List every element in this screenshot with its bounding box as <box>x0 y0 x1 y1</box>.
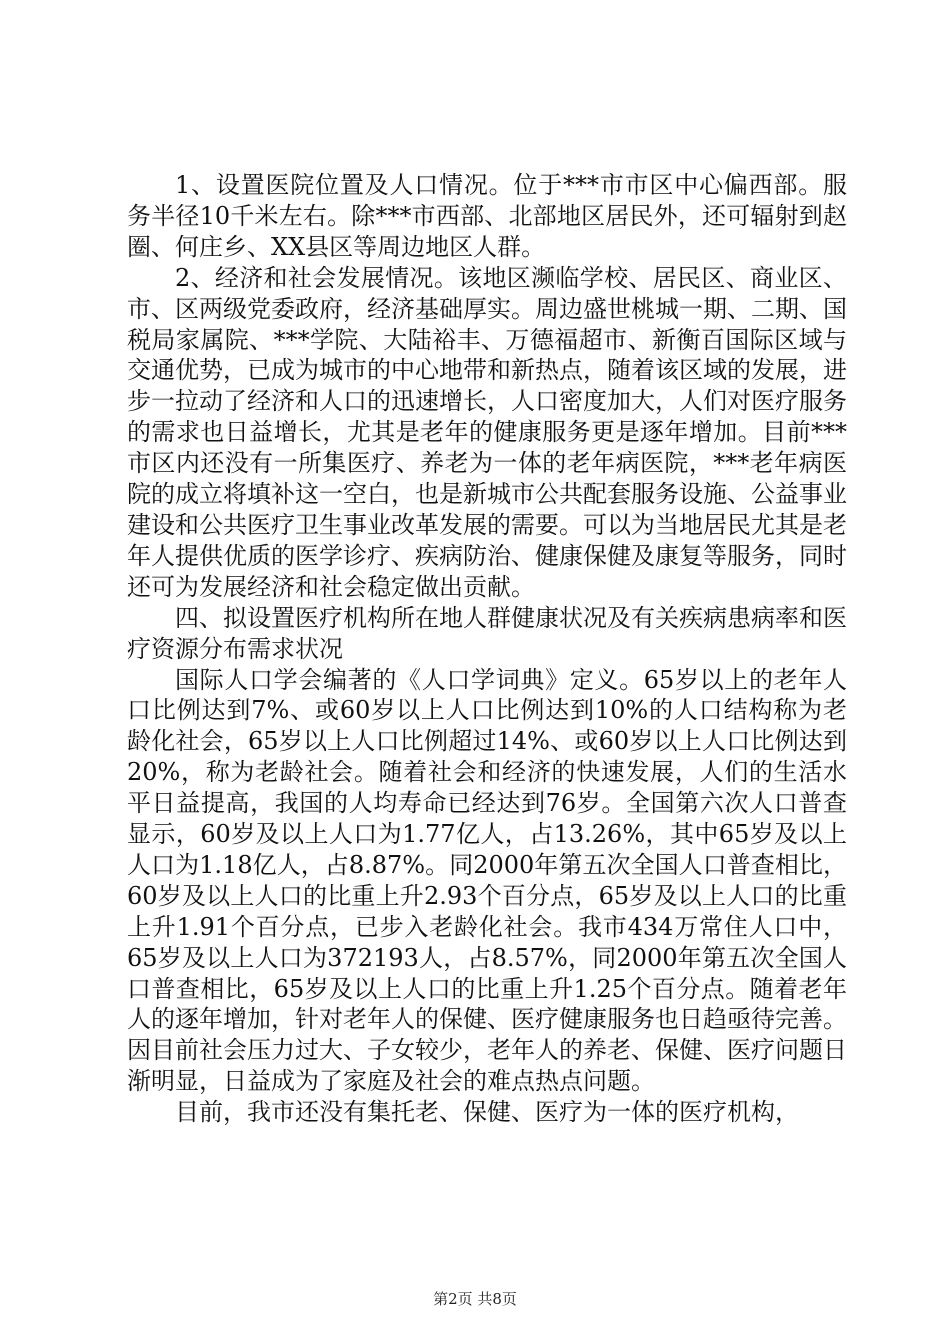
paragraph-economy: 2、经济和社会发展情况。该地区濒临学校、居民区、商业区、市、区两级党委政府，经济基础厚实。周边盛世桃城一期、二期、国税局家属院、***学院、大陆裕丰、万德福超市、新衡百国际区域与交通优势，已成为城市的中心地带和新热点，随着该区域的发展，进步一拉动了经济和人口的迅速增长，人口密度加大，人们对医疗服务的需求也日益增长，尤其是老年的健康服务更是逐年增加。目前***市区内还没有一所集医疗、养老为一体的老年病医院，***老年病医院的成立将填补这一空白，也是新城市公共配套服务设施、公益事业建设和公共医疗卫生事业改革发展的需要。可以为当地居民尤其是老年人提供优质的医学诊疗、疾病防治、健康保健及康复等服务，同时还可为发展经济和社会稳定做出贡献。 <box>127 263 847 601</box>
paragraph-location: 1、设置医院位置及人口情况。位于***市市区中心偏西部。服务半径10千米左右。除***市西部、北部地区居民外，还可辐射到赵圈、何庄乡、XX县区等周边地区人群。 <box>127 171 847 261</box>
paragraph-population-aging: 国际人口学会编著的《人口学词典》定义。65岁以上的老年人口比例达到7%、或60岁以上人口比例达到10%的人口结构称为老龄化社会，65岁以上人口比例超过14%、或60岁以上人口比例达到20%，称为老龄社会。随着社会和经济的快速发展，人们的生活水平日益提高，我国的人均寿命已经达到76岁。全国第六次人口普查显示，60岁及以上人口为1.77亿人，占13.26%，其中65岁及以上人口为1.18亿人，占8.87%。同2000年第五次全国人口普查相比，60岁及以上人口的比重上升2.93个百分点，65岁及以上人口的比重上升1.91个百分点，已步入老龄化社会。我市434万常住人口中，65岁及以上人口为372193人，占8.57%，同2000年第五次全国人口普查相比，65岁及以上人口的比重上升1.25个百分点。随着老年人的逐年增加，针对老年人的保健、医疗健康服务也日趋亟待完善。因目前社会压力过大、子女较少，老年人的养老、保健、医疗问题日渐明显，日益成为了家庭及社会的难点热点问题。 <box>127 665 847 1096</box>
page-footer: 第2页 共8页 <box>433 1290 517 1308</box>
section-heading-four: 四、拟设置医疗机构所在地人群健康状况及有关疾病患病率和医疗资源分布需求状况 <box>127 603 847 663</box>
document-body <box>127 170 847 1128</box>
paragraph-current-status: 目前，我市还没有集托老、保健、医疗为一体的医疗机构， <box>175 1098 799 1127</box>
